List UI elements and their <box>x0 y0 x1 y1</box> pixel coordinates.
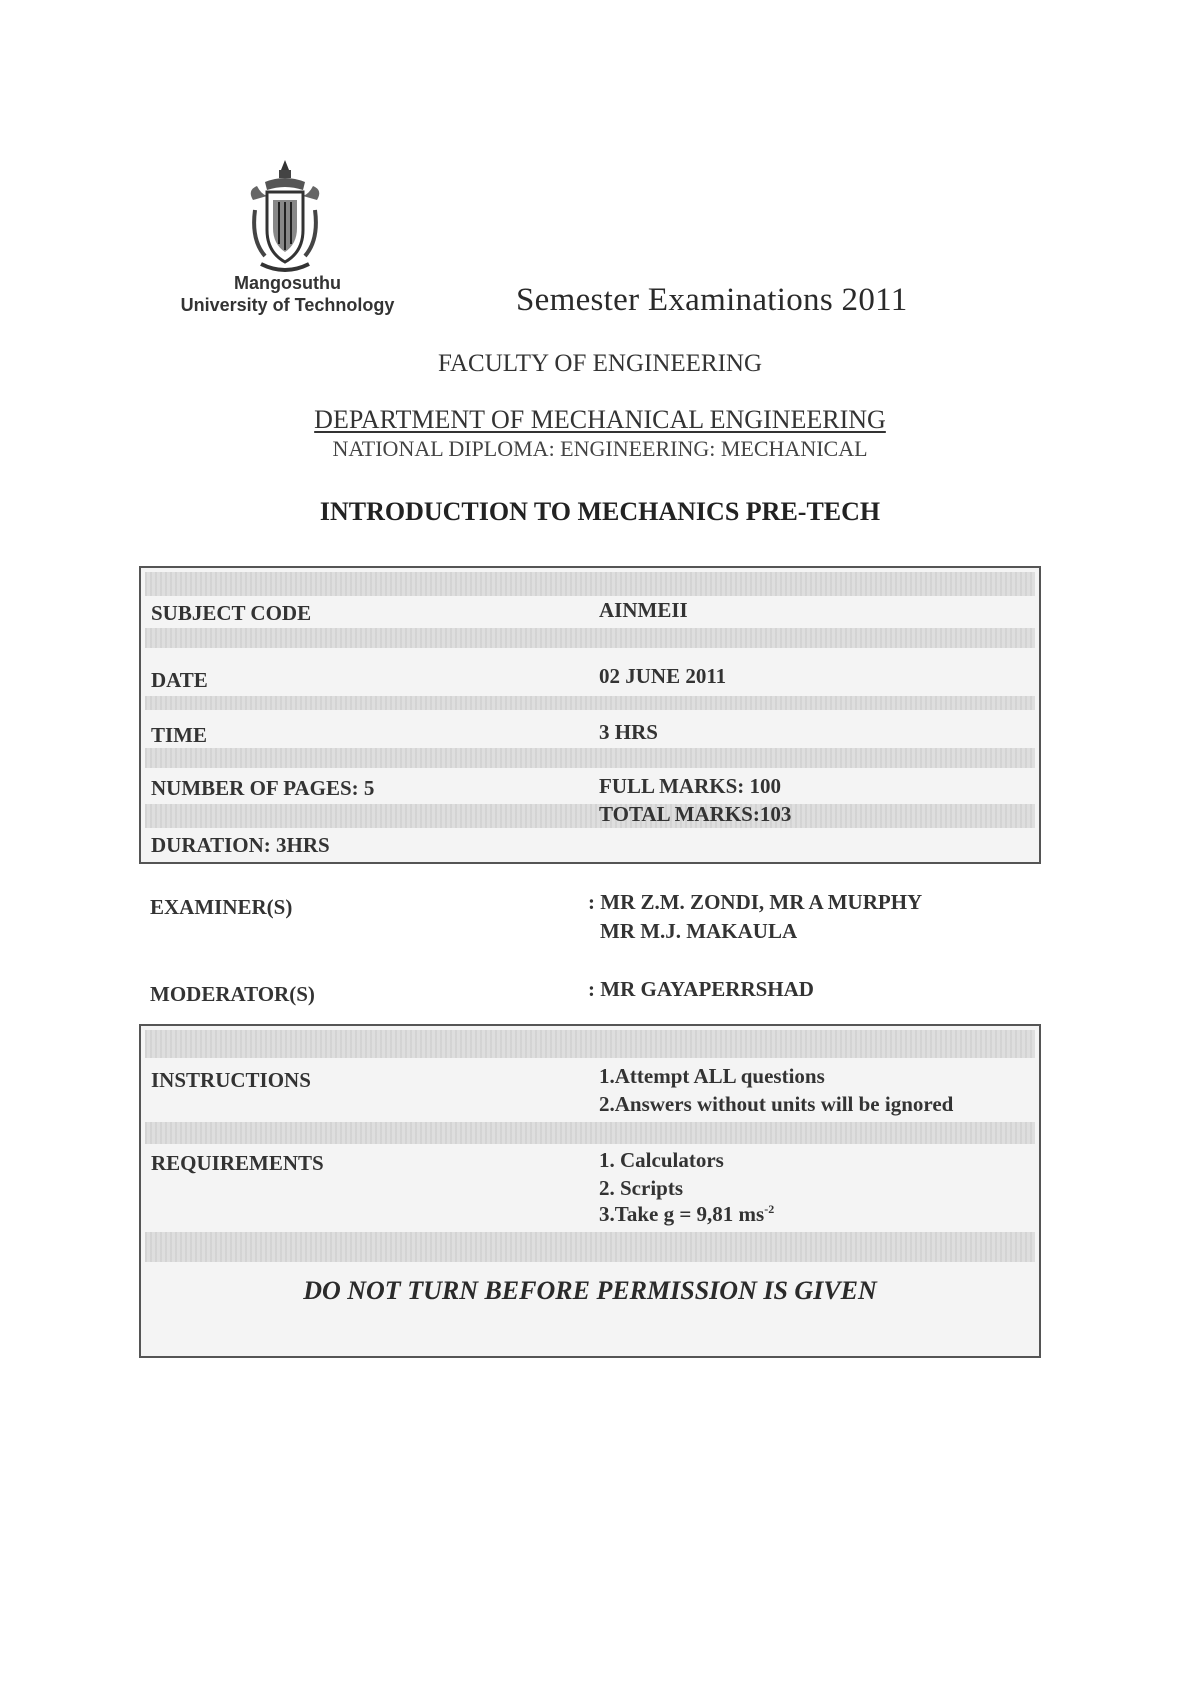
moderators-value: : MR GAYAPERRSHAD <box>588 977 814 1001</box>
examiners-line2: MR M.J. MAKAULA <box>600 919 798 943</box>
diploma-heading: NATIONAL DIPLOMA: ENGINEERING: MECHANICAL <box>332 436 868 461</box>
gravity-exponent: -2 <box>764 1202 775 1216</box>
full-marks-value: FULL MARKS: 100 <box>599 774 782 798</box>
subject-code-label: SUBJECT CODE <box>151 601 312 625</box>
total-marks-value: TOTAL MARKS:103 <box>599 802 792 826</box>
instruction-item-1: 1.Attempt ALL questions <box>599 1064 825 1088</box>
exam-title: Semester Examinations 2011 <box>516 282 908 318</box>
university-crest-logo <box>245 160 325 278</box>
shade-band <box>145 804 1035 828</box>
examiners-value <box>588 888 922 946</box>
do-not-turn-warning: DO NOT TURN BEFORE PERMISSION IS GIVEN <box>303 1276 877 1305</box>
university-name-line2: University of Technology <box>180 295 395 315</box>
examiners-line1: : MR Z.M. ZONDI, MR A MURPHY <box>588 890 923 914</box>
date-value: 02 JUNE 2011 <box>599 664 727 688</box>
instructions-box <box>139 1024 1041 1358</box>
shade-band <box>145 1232 1035 1262</box>
time-value: 3 HRS <box>599 720 658 744</box>
shade-band <box>145 572 1035 596</box>
requirement-item-3 <box>599 1202 774 1227</box>
department-heading: DEPARTMENT OF MECHANICAL ENGINEERING <box>314 405 886 434</box>
shade-band <box>145 696 1035 710</box>
subject-code-value: AINMEII <box>599 598 688 622</box>
examiners-label: EXAMINER(S) <box>150 895 293 919</box>
requirement-item-2: 2. Scripts <box>599 1176 683 1200</box>
university-name <box>150 272 425 316</box>
pages-label: NUMBER OF PAGES: 5 <box>151 776 375 800</box>
requirements-label: REQUIREMENTS <box>151 1151 324 1175</box>
instructions-label: INSTRUCTIONS <box>151 1068 311 1092</box>
gravity-text: 3.Take g = 9,81 ms <box>599 1202 765 1226</box>
date-label: DATE <box>151 668 208 692</box>
instruction-item-2: 2.Answers without units will be ignored <box>599 1092 954 1116</box>
shade-band <box>145 628 1035 648</box>
shade-band <box>145 1122 1035 1144</box>
exam-details-box <box>139 566 1041 864</box>
shade-band <box>145 748 1035 768</box>
duration-label: DURATION: 3HRS <box>151 833 330 857</box>
requirement-item-1: 1. Calculators <box>599 1148 724 1172</box>
time-label: TIME <box>151 723 208 747</box>
university-name-line1: Mangosuthu <box>234 273 341 293</box>
faculty-heading: FACULTY OF ENGINEERING <box>437 350 763 377</box>
moderators-label: MODERATOR(S) <box>150 982 315 1006</box>
course-title: INTRODUCTION TO MECHANICS PRE-TECH <box>319 497 881 526</box>
shade-band <box>145 1030 1035 1058</box>
